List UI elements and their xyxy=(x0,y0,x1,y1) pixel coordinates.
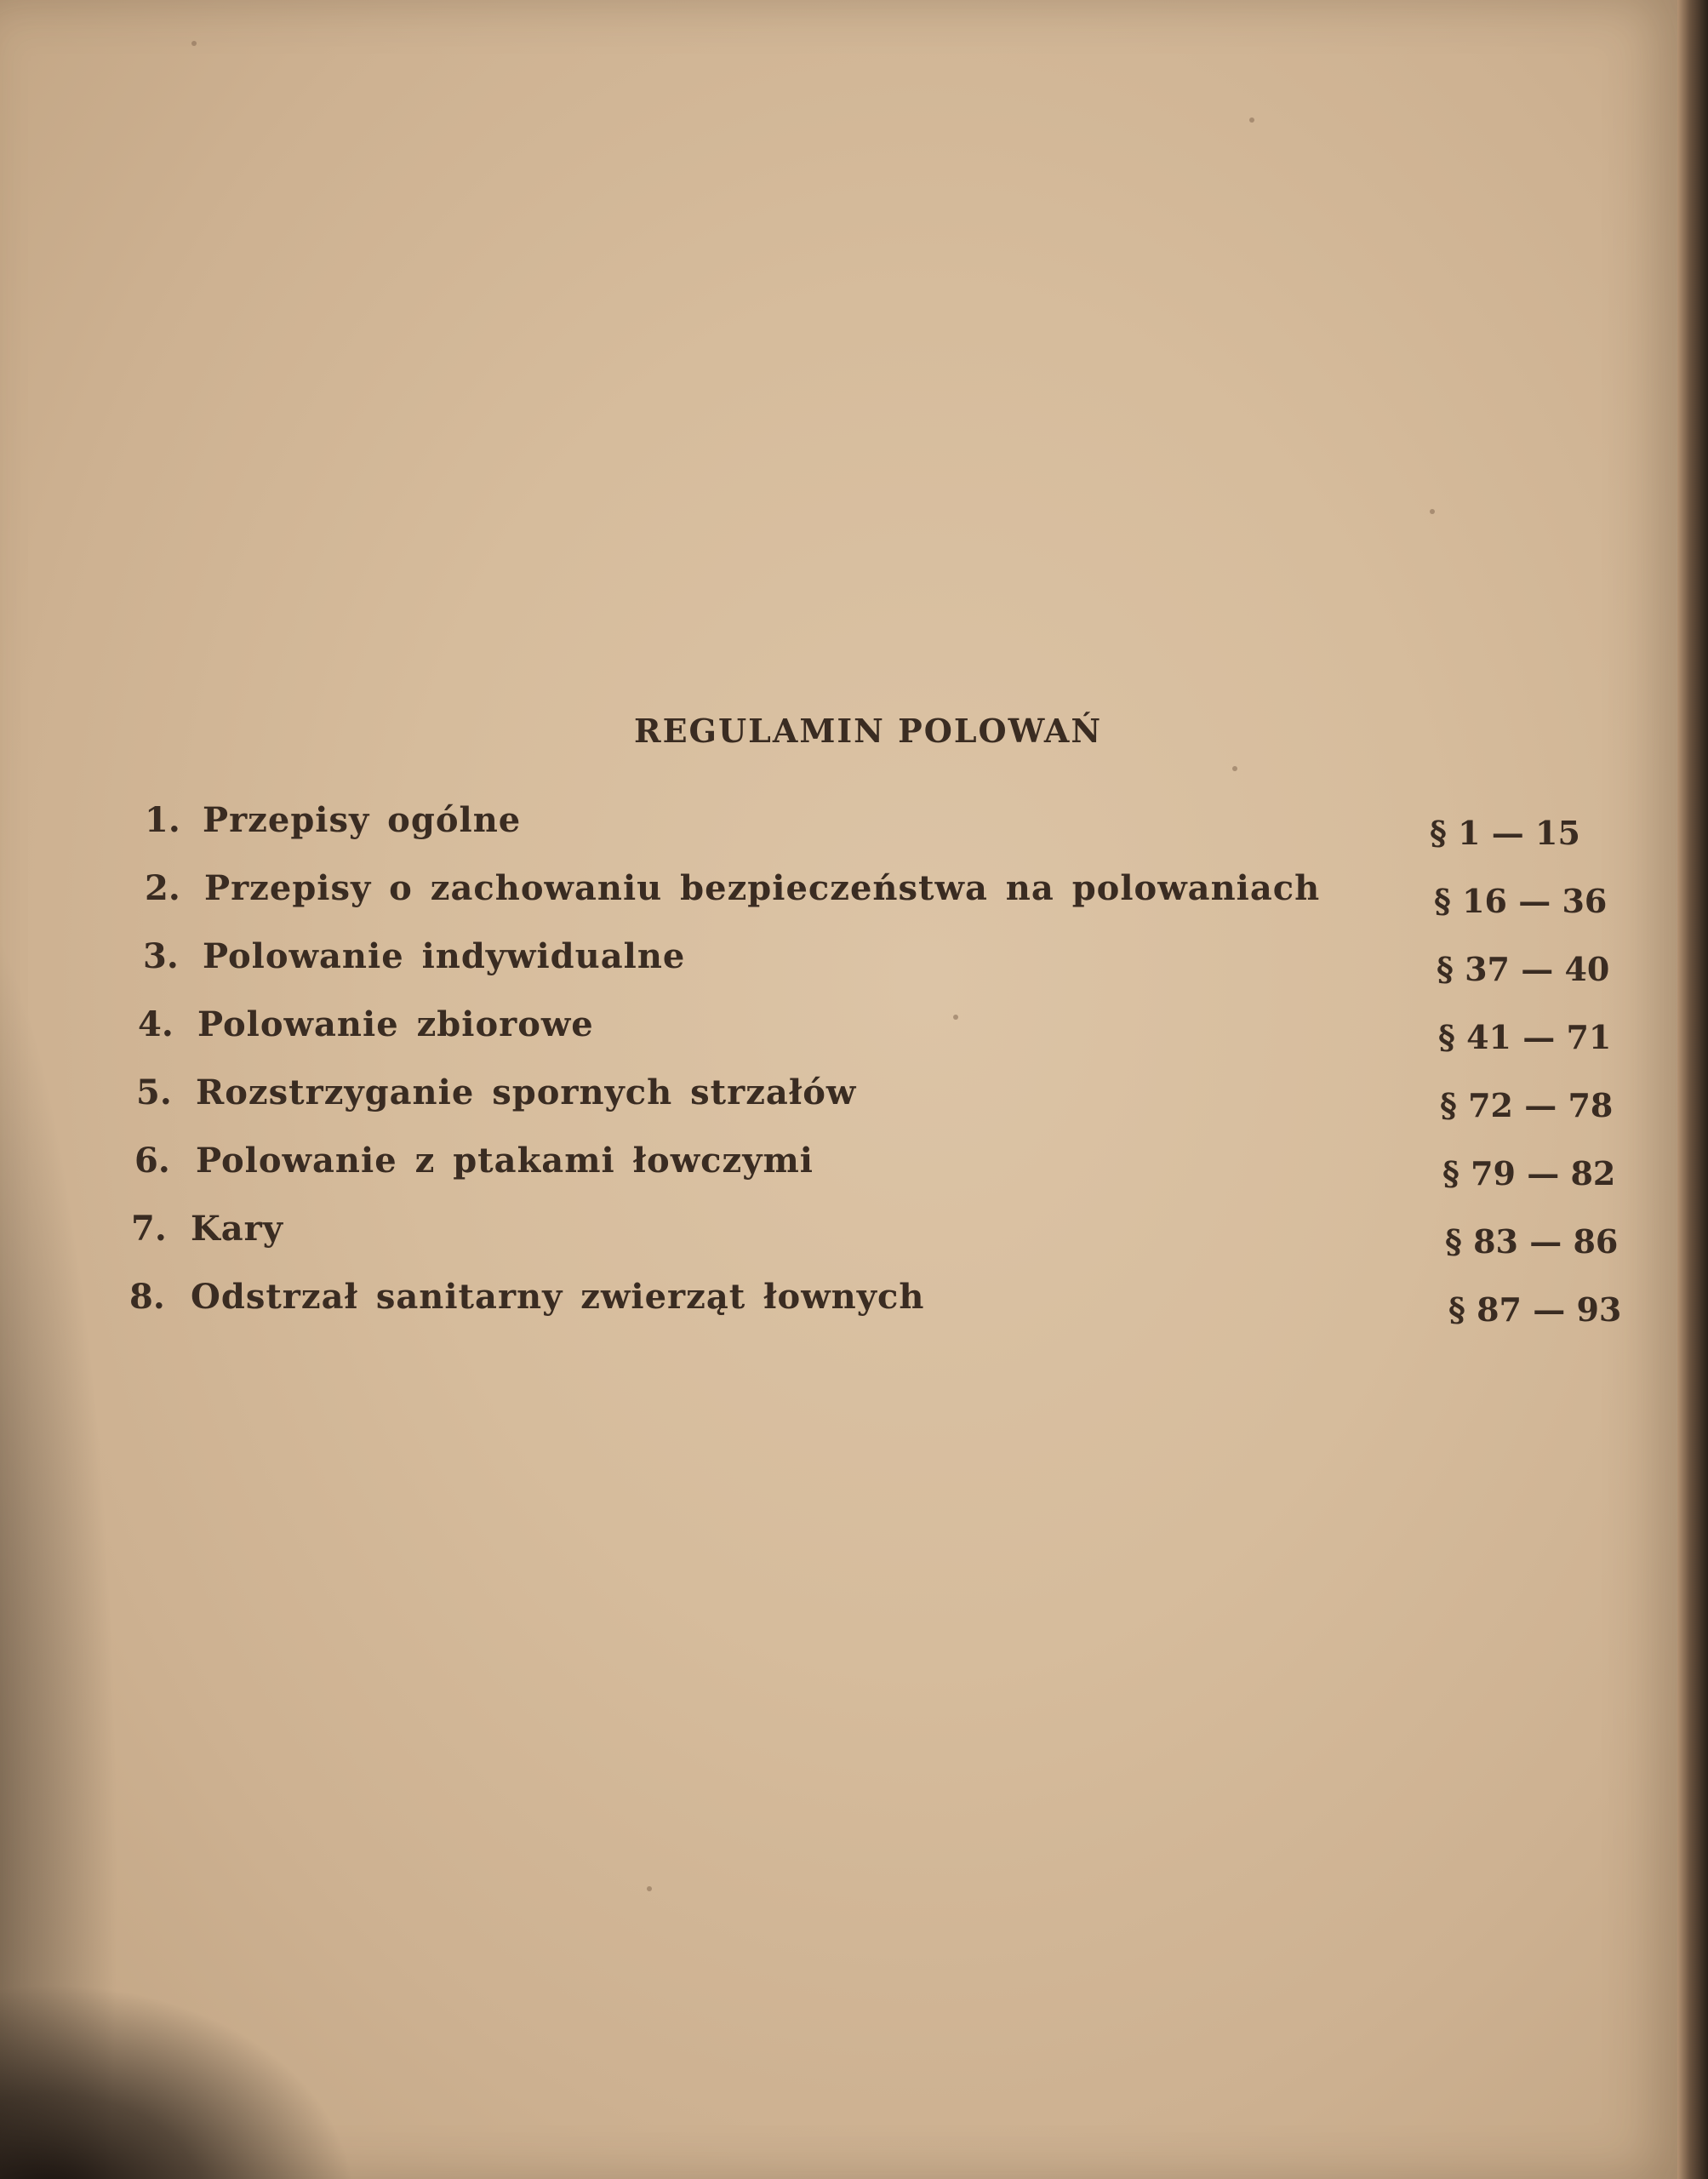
toc-entry-number: 7. xyxy=(131,1209,167,1249)
paper-speck xyxy=(1430,509,1435,514)
toc-entry-title: Polowanie z ptakami łowczymi xyxy=(196,1141,814,1181)
toc-entry xyxy=(128,1277,1634,1345)
toc-entry xyxy=(128,1072,1634,1141)
toc-entry-range: § 83 — 86 xyxy=(1445,1222,1619,1261)
toc-entry xyxy=(128,936,1634,1004)
toc-entry-range: § 87 — 93 xyxy=(1448,1290,1622,1329)
paper-speck xyxy=(1232,766,1237,771)
page-title: REGULAMIN POLOWAŃ xyxy=(634,712,1103,750)
toc-entry-number: 1. xyxy=(145,800,180,840)
toc-entry-number: 4. xyxy=(138,1004,174,1044)
toc-entry xyxy=(128,800,1634,868)
toc-entry-title: Przepisy ogólne xyxy=(203,800,522,840)
corner-shadow xyxy=(0,1983,357,2179)
toc-entry-range: § 41 — 71 xyxy=(1438,1018,1612,1056)
hand-shadow xyxy=(0,868,119,2179)
toc-entry-title: Polowanie indywidualne xyxy=(203,936,686,976)
toc-entry-range: § 79 — 82 xyxy=(1442,1154,1616,1192)
toc-entry-range: § 37 — 40 xyxy=(1437,950,1610,988)
paper-speck xyxy=(191,41,197,46)
toc-entry-title: Odstrzał sanitarny zwierząt łownych xyxy=(191,1277,925,1317)
paper-speck xyxy=(647,1886,652,1891)
toc-entry-range: § 1 — 15 xyxy=(1430,814,1580,852)
toc-entry-range: § 72 — 78 xyxy=(1440,1086,1614,1124)
toc-entry-title: Polowanie zbiorowe xyxy=(197,1004,594,1044)
toc-entry-number: 2. xyxy=(145,868,180,908)
toc-entry-range: § 16 — 36 xyxy=(1434,882,1608,920)
toc-entry-number: 8. xyxy=(129,1277,165,1317)
toc-entry-number: 3. xyxy=(143,936,179,976)
toc-entry-title: Rozstrzyganie spornych strzałów xyxy=(196,1072,857,1112)
toc-entry-title: Kary xyxy=(191,1209,283,1249)
toc-entry xyxy=(128,868,1634,936)
toc-entry-title: Przepisy o zachowaniu bezpieczeństwa na polowaniach xyxy=(204,868,1321,908)
toc-entry-number: 5. xyxy=(136,1072,172,1112)
toc-entry xyxy=(128,1141,1634,1209)
table-of-contents xyxy=(128,800,1634,1345)
toc-entry-number: 6. xyxy=(134,1141,170,1181)
paper-speck xyxy=(1249,117,1254,123)
toc-entry xyxy=(128,1209,1634,1277)
page-edge xyxy=(1677,0,1708,2179)
toc-entry xyxy=(128,1004,1634,1072)
